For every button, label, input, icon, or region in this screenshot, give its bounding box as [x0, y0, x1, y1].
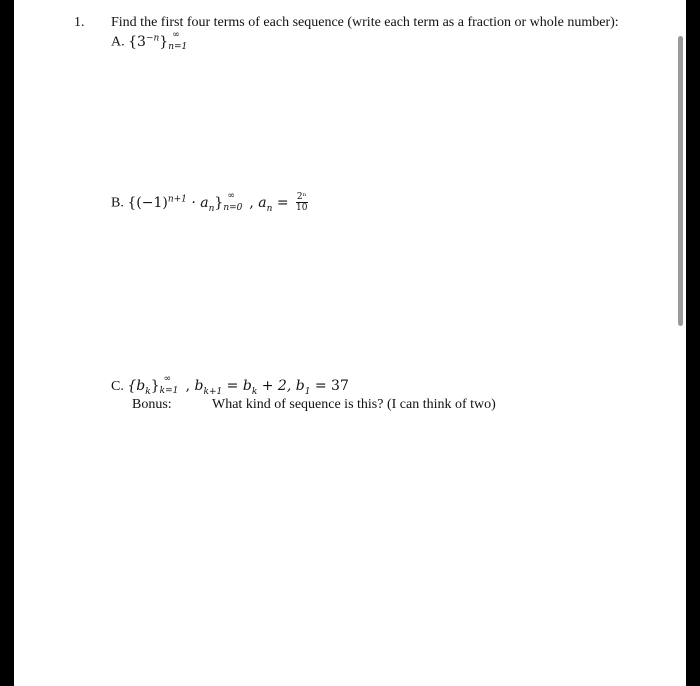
part-b-frac-denominator: 10 — [296, 203, 308, 213]
part-b-def-lhs: a — [258, 194, 267, 211]
part-b-limits — [223, 190, 249, 213]
part-b-comma: , — [249, 194, 254, 211]
part-c-lower-limit: k=1 — [159, 386, 179, 396]
part-b-a-sub: n — [208, 203, 215, 214]
bonus-label: Bonus: — [132, 397, 172, 412]
part-c-open: {b — [127, 378, 146, 394]
part-b-frac-numerator: 2ⁿ — [296, 192, 307, 202]
part-b-def-sub: n — [266, 203, 273, 214]
part-a-expression — [128, 29, 194, 52]
part-a-base: {3 — [128, 33, 146, 50]
part-b-open: {(−1) — [127, 194, 168, 211]
part-a-limits — [168, 29, 194, 52]
part-b-exponent: n+1 — [167, 193, 187, 204]
part-c-rec-lhs-sub: k+1 — [203, 386, 223, 397]
part-c — [111, 374, 349, 397]
part-c-expression — [127, 374, 349, 397]
part-c-upper-limit: ∞ — [163, 374, 172, 384]
part-c-rec-rhs-sub: k — [251, 386, 258, 397]
part-c-comma: , — [185, 378, 191, 394]
question-number: 1. — [74, 15, 85, 30]
part-a-upper-limit: ∞ — [172, 29, 180, 40]
part-c-init-tail: = 37 — [310, 378, 349, 394]
scrollbar-thumb[interactable] — [678, 36, 683, 326]
part-a-close: } — [159, 33, 169, 50]
question-prompt: Find the first four terms of each sequence (write each term as a fraction or whole number): — [111, 15, 619, 30]
part-c-sub: k — [145, 386, 151, 397]
part-a-label: A. — [111, 34, 125, 50]
part-c-init-sub: 1 — [304, 386, 311, 397]
part-a-exponent: −n — [145, 33, 160, 43]
part-b-equals: = — [272, 194, 289, 211]
part-c-label: C. — [111, 379, 124, 394]
part-b-upper-limit: ∞ — [227, 190, 235, 201]
part-c-rec-tail: + 2, b — [257, 378, 305, 394]
part-a — [111, 29, 194, 52]
part-a-lower-limit: n=1 — [168, 41, 188, 52]
part-b-fraction — [295, 192, 308, 213]
bonus-text: What kind of sequence is this? (I can think of two) — [212, 397, 496, 412]
part-c-rec-lhs: b — [194, 378, 204, 394]
part-b-close: } — [214, 194, 224, 211]
document-page — [14, 0, 686, 686]
part-c-rec-rhs: = b — [222, 378, 252, 394]
part-c-limits — [159, 374, 186, 396]
part-b-expression — [127, 190, 308, 214]
part-b — [111, 192, 308, 213]
part-b-lower-limit: n=0 — [223, 202, 243, 213]
part-b-label: B. — [111, 195, 124, 211]
part-c-close: } — [150, 378, 160, 394]
part-b-a: · a — [186, 194, 209, 211]
